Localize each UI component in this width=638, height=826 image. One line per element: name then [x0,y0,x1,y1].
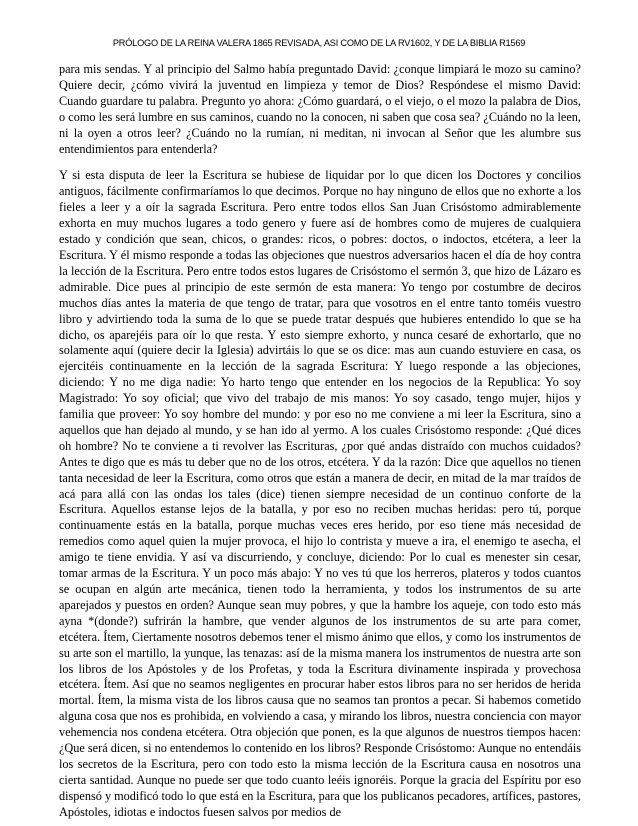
paragraph-2: Y si esta disputa de leer la Escritura se hubiese de liquidar por lo que dicen los Doctores y concilios antiguos, fácilmente confirmaríamos lo que decimos. Porque no hay ninguno de ellos que no exhorte a los fieles a leer y a oír la sagrada Escritura. Pero entre todos ellos San Juan Crisóstomo admirablemente exhorta en muy muchos lugares a todo genero y fuere así de hombres como de mujeres de cualquiera estado y condición que sean, chicos, o grandes: ricos, o pobres: doctos, o indoctos, etcétera, a leer la Escritura. Y él mismo responde a todas las objeciones que nuestros adversarios hacen el día de hoy contra la lección de la Escritura. Pero entre todos estos lugares de Crisóstomo el sermón 3, que hizo de Lázaro es admirable. Dice pues al principio de este sermón de esta manera: Yo tengo por costumbre de deciros muchos días antes la materia de que tengo de tratar, para que vosotros en el entre tanto toméis vuestro libro y advirtiendo toda la suma de lo que se puede tratar después que hubieres entendido lo que se ha dicho, os aparejéis para oír lo que resta. Y esto siempre exhorto, y nunca cesaré de exhortarlo, que no solamente aquí (quiere decir la Iglesia) advirtáis lo que se os dice: mas aun cuando estuviere en casa, os ejercitéis continuamente en la lección de la sagrada Escritura: Y luego responde a las objeciones, diciendo: Y no me diga nadie: Yo harto tengo que entender en los negocios de la Republica: Yo soy Magistrado: Yo soy oficial; que vivo del trabajo de mis manos: Yo soy casado, tengo mujer, hijos y familia que proveer: Yo soy hombre del mundo: y por eso no me conviene a mi leer la Escritura, sino a aquellos que han dejado al mundo, y se han ido al yermo. A los cuales Crisóstomo responde: ¿Qué dices oh hombre? No te conviene a ti revolver las Escrituras, ¿por qué andas distraído con muchos cuidados? Antes te digo que es más tu deber que no de los otros, etcétera. Y da la razón: Dice que aquellos no tienen tanta necesidad de leer la Escritura, como otros que están a manera de decir, en mitad de la mar traídos de acá para allá con las ondas los tales (dice) tienen siempre necesidad de un continuo conforte de la Escritura. Aquellos estanse lejos de la batalla, y por eso no reciben muchas heridas: pero tú, porque continuamente estás en la batalla, porque muchas veces eres herido, por eso tiene más necesidad de remedios como aquel quien la mujer provoca, el hijo lo contrista y mueve a ira, el enemigo te asecha, el amigo te tiene envidia. Y así va discurriendo, y concluye, diciendo: Por lo cual es menester sin cesar, tomar armas de la Escritura. Y un poco más abajo: Y no ves tú que los herreros, plateros y todos cuantos se ocupan en algún arte mecánica, tienen todo la herramienta, y todos los instrumentos de su arte aparejados y puestos en orden? Aunque sean muy pobres, y que la hambre los aqueje, con todo esto más ayna *(donde?) sufrirán la hambre, que vender algunos de los instrumentos de su arte para comer, etcétera. Ítem, Ciertamente nosotros debemos tener el mismo ánimo que ellos, y como los instrumentos de su arte son el martillo, la yunque, las tenazas: así de la misma manera los instrumentos de nuestra arte son los libros de los Apóstoles y de los Profetas, y toda la Escritura divinamente inspirada y provechosa etcétera. Ítem. Así que no seamos negligentes en procurar haber estos libros para no ser heridos de herida mortal. Ítem, la misma vista de los libros causa que no seamos tan prontos a pecar. Si habemos cometido alguna cosa que nos es prohibida, en volviendo a casa, y mirando los libros, nuestra conciencia con mayor vehemencia nos condena etcétera. Otra objeción que ponen, es la que algunos de nuestros tiempos hacen: ¿Que será dicen, si no entendemos lo contenido en los libros? Responde Crisóstomo: Aunque no entendáis los secretos de la Escritura, pero con todo esto la misma lección de la Escritura causa en nosotros una cierta santidad. Aunque no puede ser que todo cuanto leéis ignoréis. Porque la gracia del Espíritu por eso dispensó y modificó todo lo que está en la Escritura, para que los publicanos pecadores, artífices, pastores, Apóstoles, idiotas e indoctos fuesen salvos por medios de [59,168,581,819]
running-header: PRÓLOGO DE LA REINA VALERA 1865 REVISADA, ASI COMO DE LA RV1602, Y DE LA BIBLIA R1569 [112,38,526,48]
paragraph-1: para mis sendas. Y al principio del Salmo había preguntado David: ¿conque limpiará le mozo su camino? Quiere decir, ¿cómo vivirá la juventud en limpieza y temor de Dios? Respóndese el mismo David: Cuando guardare tu palabra. Pregunto yo ahora: ¿Cómo guardará, o el viejo, o el mozo la palabra de Dios, o como les será lumbre en sus caminos, cuando no la conocen, ni saben que cosa sea? ¿Cuándo no la leen, ni la oyen a otros leer? ¿Cuándo no la rumían, ni meditan, ni invocan al Señor que les alumbre sus entendimientos para entenderla? [59,62,581,156]
body-text [59,62,581,821]
